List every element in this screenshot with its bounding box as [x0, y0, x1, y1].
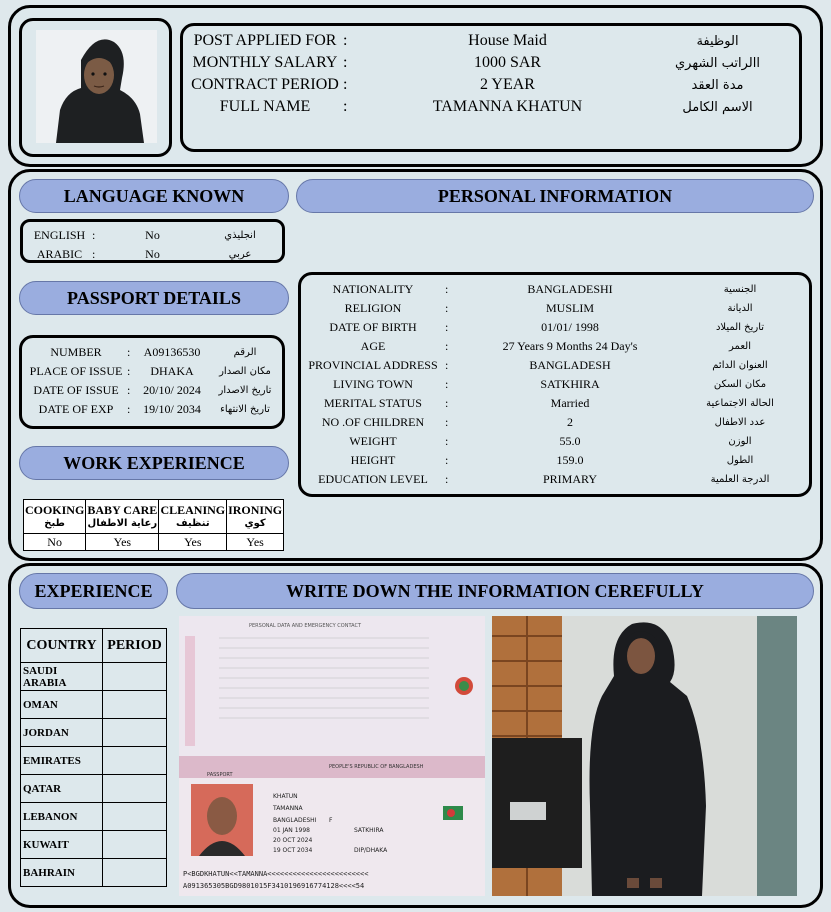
scan-expiry: 19 OCT 2034	[273, 847, 313, 854]
country-period	[103, 747, 167, 775]
personal-row-label: DATE OF BIRTH	[329, 319, 417, 334]
scan-mrz-1: P<BGDKHATUN<<TAMANNA<<<<<<<<<<<<<<<<<<<<<<<<	[183, 870, 369, 878]
language-row-label: ENGLISH	[33, 228, 86, 242]
work-skill-header	[159, 500, 227, 534]
country-name: QATAR	[21, 775, 103, 803]
scan-name: TAMANNA	[273, 805, 303, 812]
scan-surname: KHATUN	[273, 793, 298, 800]
work-skill-header	[24, 500, 86, 534]
header-row-label: CONTRACT PERIOD	[191, 76, 339, 93]
work-skill-value: Yes	[159, 534, 227, 551]
header-row-colon: :	[343, 98, 348, 115]
personal-row-value: 01/01/ 1998	[541, 319, 599, 334]
personal-row-label: EDUCATION LEVEL	[318, 471, 428, 486]
personal-row-value: MUSLIM	[545, 300, 594, 315]
passport-row-arabic: مكان الصدار	[219, 365, 271, 377]
work-skill-value: Yes	[86, 534, 159, 551]
passport-row-colon: :	[127, 382, 131, 397]
personal-row-colon: :	[445, 414, 449, 429]
personal-row-value: 27 Years 9 Months 24 Day's	[502, 338, 638, 353]
header-row-arabic: الوظيفة	[696, 33, 739, 49]
work-skill-name: IRONING	[228, 502, 283, 517]
personal-row-colon: :	[445, 452, 449, 467]
personal-row-label: MERITAL STATUS	[324, 395, 422, 410]
personal-row-value: 159.0	[556, 452, 584, 467]
work-skill-value: No	[24, 534, 86, 551]
work-skill-name: BABY CARE	[87, 502, 158, 517]
language-row-value: No	[145, 228, 160, 242]
passport-row-label: NUMBER	[50, 344, 102, 359]
header-row-value: 1000 SAR	[473, 54, 542, 71]
country-period	[103, 691, 167, 719]
header-row-arabic: االراتب الشهري	[675, 55, 760, 71]
country-row	[21, 747, 167, 775]
country-name: EMIRATES	[21, 747, 103, 775]
personal-row-arabic: الوزن	[728, 435, 752, 447]
personal-row-label: NO .OF CHILDREN	[321, 414, 425, 429]
country-period	[103, 859, 167, 887]
personal-row-label: RELIGION	[344, 300, 402, 315]
personal-row-value: PRIMARY	[542, 471, 598, 486]
scan-sex: F	[329, 817, 333, 824]
personal-row-value: Married	[550, 395, 590, 410]
personal-row-arabic: الديانة	[727, 302, 753, 314]
passport-row-value: 20/10/ 2024	[143, 382, 201, 397]
header-row-label: FULL NAME	[219, 98, 311, 115]
personal-row-value: SATKHIRA	[540, 376, 600, 391]
personal-row-colon: :	[445, 300, 449, 315]
work-skill-header	[86, 500, 159, 534]
country-period	[103, 775, 167, 803]
language-row-colon: :	[92, 228, 96, 242]
personal-row-arabic: الحالة الاجتماعية	[706, 397, 774, 409]
language-row-label: ARABIC	[36, 247, 83, 261]
personal-row-value: 55.0	[559, 433, 581, 448]
work-skill-name: CLEANING	[160, 502, 226, 517]
passport-row-arabic: تاريخ الاصدار	[218, 384, 272, 396]
passport-row-label: DATE OF EXP	[38, 401, 114, 416]
personal-row-arabic: العمر	[729, 340, 751, 352]
personal-row-value: BANGLADESH	[529, 357, 611, 372]
header-row-value: 2 YEAR	[480, 76, 535, 93]
passport-row-value: DHAKA	[150, 363, 194, 378]
language-row-colon: :	[92, 247, 96, 261]
candidate-photo	[36, 30, 157, 143]
personal-row-label: LIVING TOWN	[333, 376, 413, 391]
country-row	[21, 775, 167, 803]
country-period	[103, 803, 167, 831]
header-row-colon: :	[343, 32, 348, 49]
passport-row-arabic: تاريخ الانتهاء	[220, 403, 270, 415]
personal-row-colon: :	[445, 357, 449, 372]
personal-row-arabic: الدرجة العلمية	[710, 473, 770, 485]
personal-row-value: BANGLADESHI	[527, 281, 613, 296]
passport-row-label: PLACE OF ISSUE	[29, 363, 123, 378]
personal-row-arabic: الطول	[726, 454, 754, 466]
work-skill-header	[227, 500, 284, 534]
passport-row-colon: :	[127, 401, 131, 416]
scan-upper-title: PERSONAL DATA AND EMERGENCY CONTACT	[249, 623, 362, 629]
header-row-arabic: مدة العقد	[691, 77, 744, 93]
write-down-heading: WRITE DOWN THE INFORMATION CEREFULLY	[176, 573, 814, 609]
passport-scan-image	[179, 616, 485, 896]
country-name: LEBANON	[21, 803, 103, 831]
passport-details-heading: PASSPORT DETAILS	[19, 281, 289, 315]
language-row-value: No	[145, 247, 160, 261]
personal-row-colon: :	[445, 471, 449, 486]
work-skill-arabic: رعاية الاطفال	[87, 517, 158, 529]
language-row-arabic: عربي	[228, 249, 252, 260]
passport-row-value: A09136530	[143, 344, 201, 359]
personal-information-heading: PERSONAL INFORMATION	[296, 179, 814, 213]
scan-mrz-2: A091365305BGD9801015F3410196916774128<<<<54	[183, 882, 365, 890]
country-period	[103, 663, 167, 691]
personal-row-label: PROVINCIAL ADDRESS	[308, 357, 438, 372]
work-skill-arabic: تنظيف	[176, 517, 210, 529]
work-experience-table	[23, 499, 284, 551]
personal-row-arabic: العنوان الدائم	[712, 359, 768, 371]
scan-country: PEOPLE'S REPUBLIC OF BANGLADESH	[329, 764, 424, 770]
passport-row-label: DATE OF ISSUE	[33, 382, 119, 397]
personal-row-arabic: الجنسية	[723, 283, 757, 295]
work-experience-heading: WORK EXPERIENCE	[19, 446, 289, 480]
passport-row-arabic: الرقم	[233, 346, 257, 358]
scan-authority: DIP/DHAKA	[354, 847, 388, 854]
personal-row-arabic: تاريخ الميلاد	[715, 321, 765, 333]
country-row	[21, 859, 167, 887]
country-header: COUNTRY	[21, 629, 103, 663]
personal-row-colon: :	[445, 376, 449, 391]
header-row-colon: :	[343, 54, 348, 71]
header-row-arabic: الاسم الكامل	[682, 99, 753, 115]
country-name: BAHRAIN	[21, 859, 103, 887]
work-skill-arabic: طبخ	[44, 517, 65, 529]
passport-row-colon: :	[127, 363, 131, 378]
header-row-value: TAMANNA KHATUN	[432, 98, 583, 115]
personal-row-colon: :	[445, 395, 449, 410]
passport-row-colon: :	[127, 344, 131, 359]
personal-row-value: 2	[567, 414, 573, 429]
passport-row-value: 19/10/ 2034	[143, 401, 201, 416]
personal-row-colon: :	[445, 319, 449, 334]
country-name: OMAN	[21, 691, 103, 719]
period-header: PERIOD	[103, 629, 167, 663]
scan-place: SATKHIRA	[354, 827, 384, 834]
country-name: JORDAN	[21, 719, 103, 747]
personal-row-colon: :	[445, 281, 449, 296]
header-row-value: House Maid	[468, 32, 547, 49]
candidate-photo-frame	[19, 18, 172, 157]
experience-heading: EXPERIENCE	[19, 573, 168, 609]
scan-dob: 01 JAN 1998	[273, 827, 310, 834]
personal-row-arabic: عدد الاطفال	[714, 416, 766, 428]
header-row-label: MONTHLY SALARY	[192, 54, 338, 71]
country-row	[21, 663, 167, 691]
country-row	[21, 691, 167, 719]
personal-row-colon: :	[445, 338, 449, 353]
header-row-colon: :	[343, 76, 348, 93]
work-skill-arabic: كوي	[244, 517, 266, 529]
country-row	[21, 831, 167, 859]
personal-row-label: AGE	[360, 338, 386, 353]
country-row	[21, 803, 167, 831]
country-name: SAUDI ARABIA	[21, 663, 103, 691]
work-skill-name: COOKING	[24, 502, 85, 517]
language-known-heading: LANGUAGE KNOWN	[19, 179, 289, 213]
personal-row-label: WEIGHT	[349, 433, 397, 448]
full-length-photo	[492, 616, 797, 896]
scan-passport-label: PASSPORT	[207, 772, 233, 778]
language-row-arabic: انجليذي	[224, 230, 256, 241]
work-skill-value: Yes	[227, 534, 284, 551]
country-period	[103, 831, 167, 859]
personal-row-arabic: مكان السكن	[713, 378, 767, 390]
scan-issue: 20 OCT 2024	[273, 837, 313, 844]
personal-row-label: NATIONALITY	[332, 281, 414, 296]
country-name: KUWAIT	[21, 831, 103, 859]
scan-nationality: BANGLADESHI	[273, 817, 317, 824]
header-row-label: POST APPLIED FOR	[193, 32, 337, 49]
personal-row-label: HEIGHT	[350, 452, 396, 467]
country-period	[103, 719, 167, 747]
personal-row-colon: :	[445, 433, 449, 448]
country-row	[21, 719, 167, 747]
country-experience-table	[20, 628, 167, 887]
